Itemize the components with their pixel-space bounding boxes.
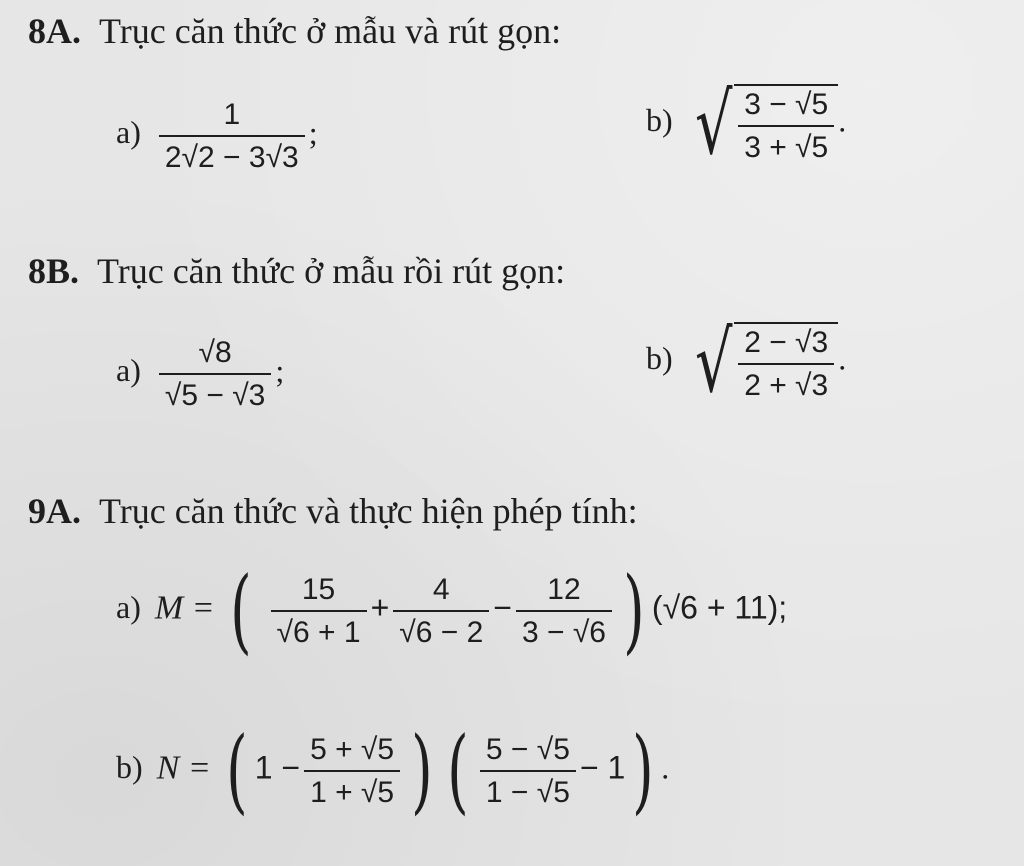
operator-plus: + (370, 589, 390, 626)
fraction-2 (480, 733, 576, 809)
denominator: √5 − √3 (159, 373, 272, 412)
exercise-8b-title: Trục căn thức ở mẫu rồi rút gọn: (97, 251, 566, 291)
part-label: b) (646, 102, 673, 139)
minus-one: − 1 (579, 749, 626, 786)
exercise-8b-number: 8B. (28, 251, 80, 291)
denominator: √6 + 1 (271, 610, 367, 649)
exercise-9a-heading (28, 490, 638, 532)
denominator: 2 + √3 (738, 363, 834, 402)
exercise-9a-part-b (116, 717, 670, 824)
numerator: 4 (432, 573, 450, 606)
lead-term: 1 − (254, 749, 301, 786)
left-paren-icon: ( (229, 557, 252, 664)
denominator: √6 − 2 (393, 610, 489, 649)
right-paren-icon: ) (411, 717, 433, 824)
numerator: 1 (223, 98, 241, 131)
punctuation: ; (308, 114, 318, 151)
exercise-8a-part-a (116, 98, 318, 174)
part-label: a) (116, 352, 141, 389)
punctuation: . (838, 102, 847, 139)
right-paren-icon: ) (632, 717, 655, 824)
numerator: 3 − √5 (744, 88, 829, 121)
numerator: 15 (301, 573, 336, 606)
punctuation: . (661, 749, 670, 786)
variable-n: N = (156, 749, 211, 787)
punctuation: . (838, 340, 847, 377)
part-label: b) (116, 749, 143, 786)
numerator: √8 (198, 336, 232, 369)
left-paren-icon: ( (225, 717, 248, 824)
fraction-1 (271, 573, 367, 649)
denominator: 2√2 − 3√3 (159, 135, 305, 174)
exercise-8a-heading (28, 10, 561, 52)
exercise-9a-number: 9A. (28, 491, 81, 531)
operator-minus: − (493, 589, 512, 626)
fraction-3 (516, 573, 612, 649)
denominator: 3 − √6 (516, 610, 612, 649)
right-paren-icon: ) (623, 557, 645, 664)
exercise-8a-title: Trục căn thức ở mẫu và rút gọn: (99, 11, 562, 51)
radical (687, 75, 839, 173)
exercise-8b-heading (28, 250, 565, 292)
radical (687, 313, 839, 411)
exercise-8a-number: 8A. (28, 11, 81, 51)
exercise-9a-part-a (116, 557, 788, 664)
radical-sign-icon: √ (694, 313, 733, 411)
numerator: 12 (547, 573, 581, 606)
numerator: 5 + √5 (310, 733, 395, 766)
fraction-1 (304, 733, 400, 809)
variable-m: M = (154, 589, 215, 627)
exercise-8a-part-b (646, 75, 847, 173)
fraction (159, 336, 272, 412)
numerator: 2 − √3 (744, 326, 829, 359)
part-label: a) (116, 589, 141, 626)
part-label: b) (646, 340, 673, 377)
radical-sign-icon: √ (694, 75, 733, 173)
exercise-8b-part-b (646, 313, 847, 411)
tail-expression: (√6 + 11); (651, 589, 788, 626)
radicand (734, 322, 838, 402)
fraction (159, 98, 305, 174)
denominator: 1 − √5 (480, 770, 576, 809)
numerator: 5 − √5 (485, 733, 570, 766)
fraction-2 (393, 573, 489, 649)
part-label: a) (116, 114, 141, 151)
exercise-9a-title: Trục căn thức và thực hiện phép tính: (99, 491, 638, 531)
radicand (734, 84, 838, 164)
fraction (738, 326, 834, 402)
fraction (738, 88, 834, 164)
denominator: 1 + √5 (304, 770, 400, 809)
exercise-8b-part-a (116, 336, 284, 412)
denominator: 3 + √5 (738, 125, 834, 164)
left-paren-icon: ( (447, 717, 469, 824)
punctuation: ; (275, 352, 285, 389)
